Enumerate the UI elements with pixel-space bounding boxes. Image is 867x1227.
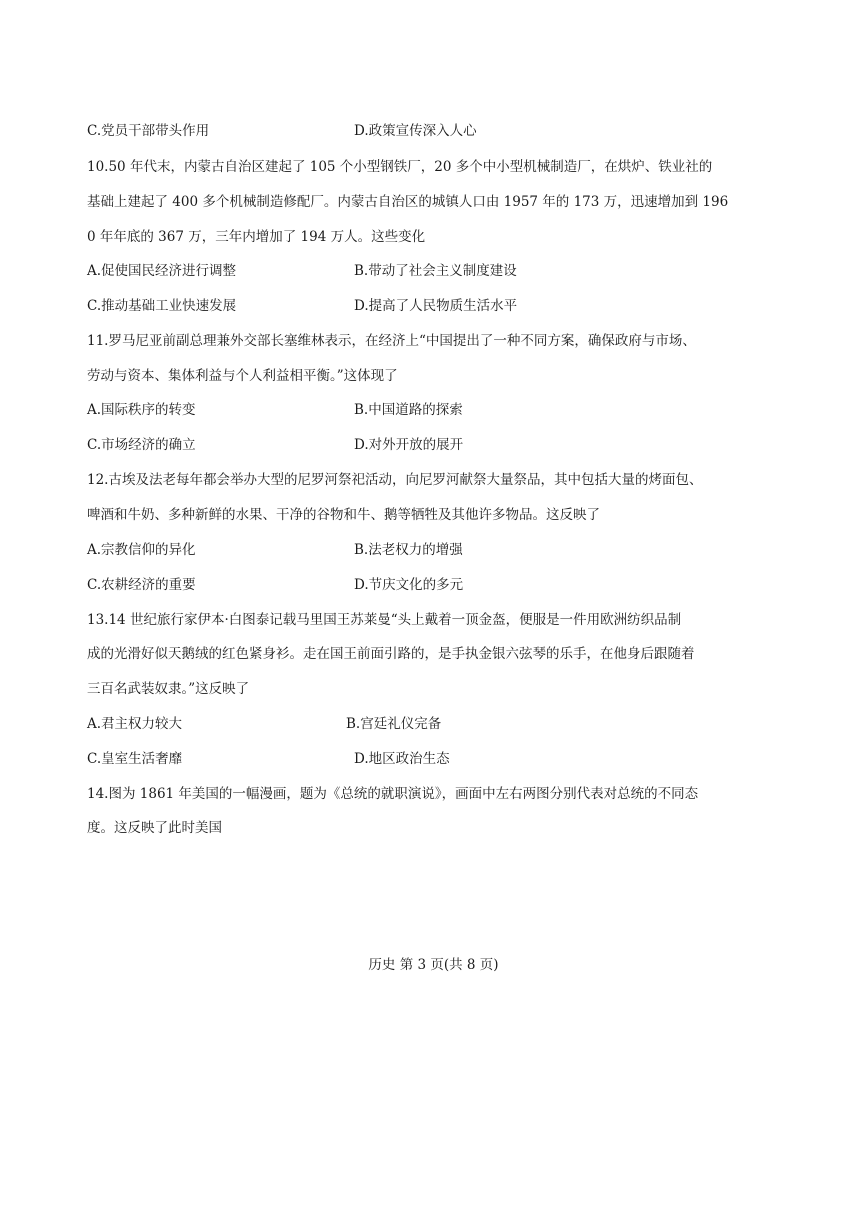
page-footer: 历史 第 3 页(共 8 页): [368, 957, 499, 973]
q11-stem-line-1: 11.罗马尼亚前副总理兼外交部长塞维林表示，在经济上“中国提出了一种不同方案，确保政府与市场、: [87, 333, 696, 349]
q10-option-b: B.带动了社会主义制度建设: [354, 263, 517, 279]
q10-option-a: A.促使国民经济进行调整: [87, 263, 237, 279]
q13-option-c: C.皇室生活奢靡: [87, 751, 183, 767]
q10-stem-line-2: 基础上建起了 400 多个机械制造修配厂。内蒙古自治区的城镇人口由 1957 年的 173 万，迅速增加到 196: [87, 194, 729, 210]
q13-stem-line-1: 13.14 世纪旅行家伊本·白图泰记载马里国王苏莱曼“头上戴着一顶金盔，便服是一件用欧洲纺织品制: [87, 612, 682, 628]
q9-option-d: D.政策宣传深入人心: [354, 123, 477, 139]
q12-option-b: B.法老权力的增强: [354, 542, 463, 558]
q9-option-c: C.党员干部带头作用: [87, 123, 210, 139]
q10-stem-line-1: 10.50 年代末，内蒙古自治区建起了 105 个小型钢铁厂，20 多个中小型机械制造厂，在烘炉、铁业社的: [87, 159, 713, 175]
q13-stem-line-3: 三百名武装奴隶。”这反映了: [87, 681, 250, 697]
q11-stem-line-2: 劳动与资本、集体利益与个人利益相平衡。”这体现了: [87, 368, 398, 384]
q12-option-c: C.农耕经济的重要: [87, 577, 196, 593]
q10-option-c: C.推动基础工业快速发展: [87, 298, 237, 314]
q12-stem-line-1: 12.古埃及法老每年都会举办大型的尼罗河祭祀活动，向尼罗河献祭大量祭品，其中包括大量的烤面包、: [87, 472, 703, 488]
q14-stem-line-2: 度。这反映了此时美国: [87, 820, 222, 836]
q11-option-d: D.对外开放的展开: [354, 437, 464, 453]
q12-option-d: D.节庆文化的多元: [354, 577, 464, 593]
q10-stem-line-3: 0 年年底的 367 万，三年内增加了 194 万人。这些变化: [87, 229, 426, 245]
q13-option-b: B.宫廷礼仪完备: [346, 716, 442, 732]
q11-option-b: B.中国道路的探索: [354, 402, 463, 418]
q13-option-d: D.地区政治生态: [354, 751, 450, 767]
q13-stem-line-2: 成的光滑好似天鹅绒的红色紧身衫。走在国王前面引路的，是手执金银六弦琴的乐手，在他身后跟随着: [87, 646, 695, 662]
q14-stem-line-1: 14.图为 1861 年美国的一幅漫画，题为《总统的就职演说》，画面中左右两图分别代表对总统的不同态: [87, 786, 699, 802]
q12-option-a: A.宗教信仰的异化: [87, 542, 196, 558]
q13-option-a: A.君主权力较大: [87, 716, 183, 732]
q12-stem-line-2: 啤酒和牛奶、多种新鲜的水果、干净的谷物和牛、鹅等牺牲及其他许多物品。这反映了: [87, 507, 600, 523]
q11-option-c: C.市场经济的确立: [87, 437, 196, 453]
q11-option-a: A.国际秩序的转变: [87, 402, 196, 418]
q10-option-d: D.提高了人民物质生活水平: [354, 298, 518, 314]
